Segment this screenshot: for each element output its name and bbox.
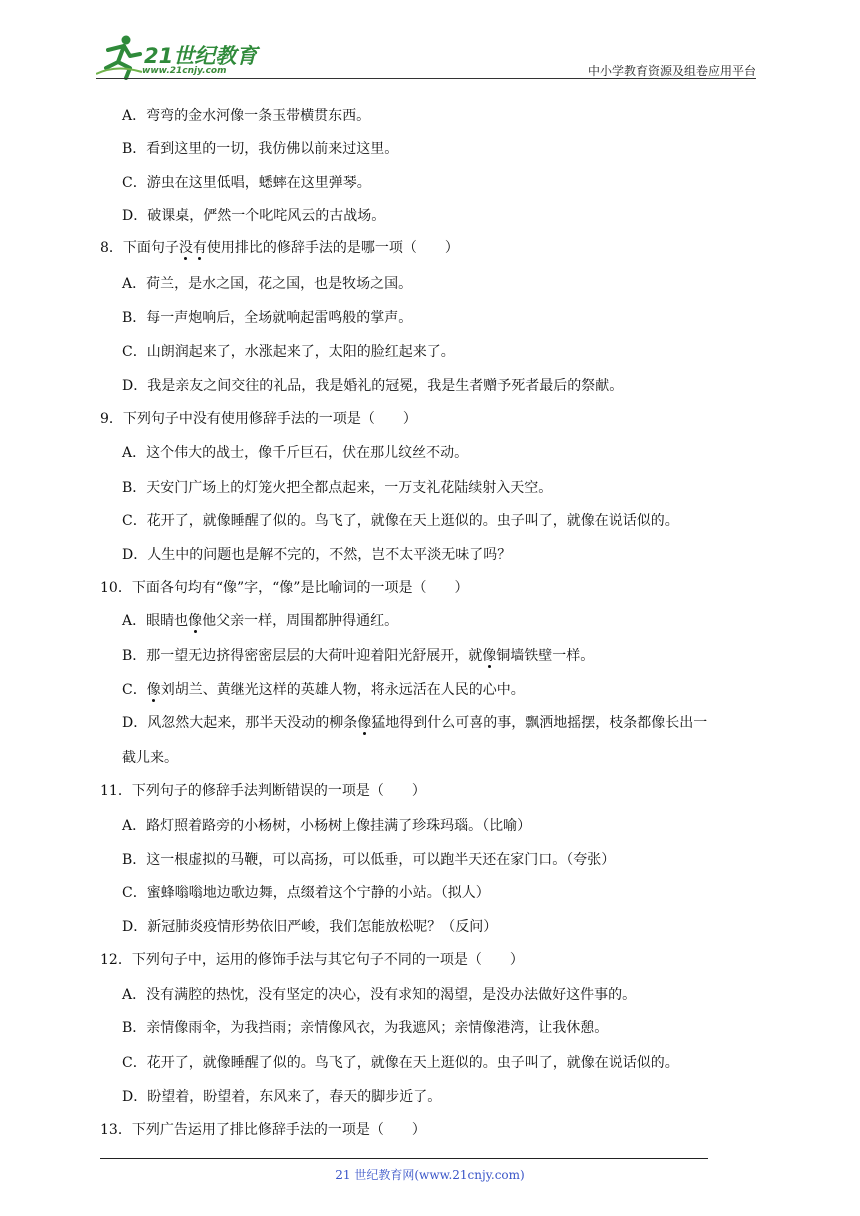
emphasis-char: 像 — [146, 682, 161, 698]
option-line: D．我是亲友之间交往的礼品，我是婚礼的冠冕，我是生者赠予死者最后的祭献。 — [122, 378, 624, 394]
emphasis-char: 像 — [188, 613, 203, 629]
option-text: 他父亲一样，周围都肿得通红。 — [202, 613, 399, 629]
option-line: A．没有满腔的热忱，没有坚定的决心，没有求知的渴望，是没办法做好这件事的。 — [122, 987, 637, 1003]
option-line: B．看到这里的一切，我仿佛以前来过这里。 — [122, 141, 399, 157]
option-line: C．花开了，就像睡醒了似的。鸟飞了，就像在天上逛似的。虫子叫了，就像在说话似的。 — [122, 513, 679, 529]
option-line — [122, 646, 594, 666]
option-text: C． — [122, 682, 147, 698]
question-stem: 13．下列广告运用了排比修辞手法的一项是（ ） — [100, 1122, 426, 1138]
option-line: C．花开了，就像睡醒了似的。鸟飞了，就像在天上逛似的。虫子叫了，就像在说话似的。 — [122, 1055, 679, 1071]
option-line: B．天安门广场上的灯笼火把全都点起来，一万支礼花陆续射入天空。 — [122, 480, 553, 496]
option-line: C．游虫在这里低唱，蟋蟀在这里弹琴。 — [122, 175, 371, 191]
page-footer: 21 世纪教育网(www.21cnjy.com) — [335, 1168, 525, 1182]
footer-divider — [100, 1158, 708, 1159]
option-line: A．荷兰，是水之国，花之国，也是牧场之国。 — [122, 276, 413, 292]
option-line: B．这一根虚拟的马鞭，可以高扬，可以低垂，可以跑半天还在家门口。（夸张） — [122, 852, 616, 868]
emphasis-char: 有 — [192, 240, 207, 256]
option-text: 猛地得到什么可喜的事，飘洒地摇摆，枝条都像长出一 — [371, 715, 708, 731]
option-continuation: 截儿来。 — [122, 750, 178, 766]
option-line: B．每一声炮响后，全场就响起雷鸣般的掌声。 — [122, 310, 413, 326]
runner-logo-icon — [96, 34, 144, 80]
option-text: D．风忽然大起来，那半天没动的柳条 — [122, 715, 358, 731]
header-divider — [96, 78, 756, 79]
option-line: C．蜜蜂嗡嗡地边歌边舞，点缀着这个宁静的小站。（拟人） — [122, 885, 490, 901]
option-text: A．眼睛也 — [122, 613, 189, 629]
option-line: D．人生中的问题也是解不完的，不然，岂不太平淡无味了吗？ — [122, 547, 512, 563]
option-line: A．弯弯的金水河像一条玉带横贯东西。 — [122, 108, 371, 124]
stem-text: 使用排比的修辞手法的是哪一项（ ） — [206, 240, 459, 256]
logo-url: www.21cnjy.com — [142, 66, 227, 76]
question-stem: 11．下列句子的修辞手法判断错误的一项是（ ） — [100, 783, 426, 799]
question-stem: 10．下面各句均有“像”字，“像”是比喻词的一项是（ ） — [100, 580, 469, 596]
option-text: 铜墙铁壁一样。 — [496, 648, 595, 664]
option-line: A．路灯照着路旁的小杨树，小杨树上像挂满了珍珠玛瑙。（比喻） — [122, 818, 532, 834]
option-text: 刘胡兰、黄继光这样的英雄人物，将永远活在人民的心中。 — [160, 682, 525, 698]
option-line: D．新冠肺炎疫情形势依旧严峻，我们怎能放松呢？（反问） — [122, 919, 498, 935]
logo-title: 21世纪教育 — [144, 44, 258, 68]
option-line: C．山朗润起来了，水涨起来了，太阳的脸红起来了。 — [122, 344, 455, 360]
emphasis-char: 像 — [482, 648, 497, 664]
option-line — [122, 680, 525, 700]
question-stem: 9．下列句子中没有使用修辞手法的一项是（ ） — [100, 411, 417, 427]
option-line: A．这个伟大的战士，像千斤巨石，伏在那儿纹丝不动。 — [122, 445, 469, 461]
platform-name: 中小学教育资源及组卷应用平台 — [587, 64, 756, 78]
option-line: B．亲情像雨伞，为我挡雨；亲情像风衣，为我遮风；亲情像港湾，让我休憩。 — [122, 1020, 609, 1036]
page-header — [0, 0, 860, 80]
option-line: D．破课桌，俨然一个叱咤风云的古战场。 — [122, 208, 386, 224]
logo — [96, 34, 266, 80]
question-stem: 12．下列句子中，运用的修饰手法与其它句子不同的一项是（ ） — [100, 952, 524, 968]
option-line — [122, 611, 398, 631]
option-line — [122, 713, 707, 733]
option-line: D．盼望着，盼望着，东风来了，春天的脚步近了。 — [122, 1089, 442, 1105]
stem-text: 8．下面句子 — [100, 240, 179, 256]
emphasis-char: 像 — [357, 715, 372, 731]
option-text: B．那一望无边挤得密密层层的大荷叶迎着阳光舒展开，就 — [122, 648, 483, 664]
emphasis-char: 没 — [178, 240, 193, 256]
question-stem — [100, 238, 459, 258]
